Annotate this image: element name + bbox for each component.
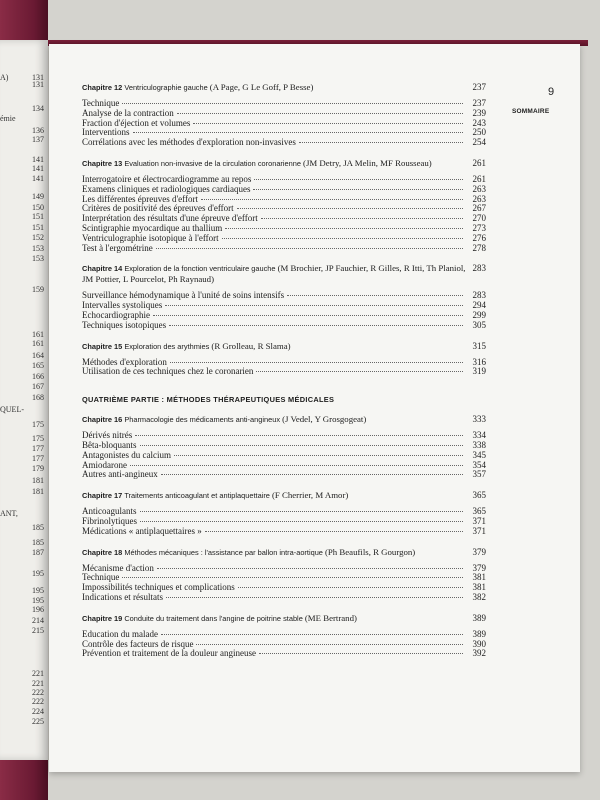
chapter-title: Exploration des arythmies: [124, 341, 212, 351]
left-page-number: 187: [32, 548, 44, 557]
toc-entry: [82, 649, 486, 659]
toc-dot-leader: [133, 132, 464, 133]
chapter-title: Traitements anticoagulant et antiplaquettaire: [124, 491, 272, 501]
left-page-number: 222: [32, 688, 44, 697]
chapter: [82, 158, 486, 253]
left-page-number: 141: [32, 164, 44, 173]
chapter-authors: (M Brochier, JP Fauchier, R Gilles, R Itti, Th Planiol, JM Pottier, L Pourcelot, Ph Raynaud): [82, 263, 466, 285]
toc-entry-title: Amiodarone: [82, 459, 127, 470]
chapter-entries: [82, 630, 486, 659]
left-page-number: 196: [32, 605, 44, 614]
toc-entry-title: Fraction d'éjection et volumes: [82, 117, 191, 128]
toc-entry-title: Interrogatoire et électrocardiogramme au repos: [82, 173, 252, 184]
chapter-authors: (F Cherrier, M Amor): [271, 490, 349, 501]
toc-entry-page: 381: [472, 572, 486, 583]
left-page-number: 168: [32, 393, 44, 402]
toc-entry-title: Corrélations avec les méthodes d'exploration non-invasives: [82, 137, 296, 148]
toc-entry-page: 294: [472, 300, 486, 311]
chapter-label: Chapitre 13: [82, 158, 125, 168]
chapter-heading-text: [82, 82, 466, 93]
left-page-number: 195: [32, 569, 44, 578]
toc-dot-leader: [140, 511, 464, 512]
left-page-number: 181: [32, 476, 44, 485]
toc-dot-leader: [256, 371, 463, 372]
toc-entry-page: 381: [472, 582, 486, 593]
toc-entry-page: 371: [472, 515, 486, 526]
toc-dot-leader: [140, 521, 463, 522]
left-page-number: 185: [32, 523, 44, 532]
chapter-title: Conduite du traitement dans l'angine de poitrine stable: [124, 613, 305, 623]
chapter-page: 237: [472, 82, 486, 92]
toc-entry-title: Analyse de la contraction: [82, 107, 174, 118]
toc-dot-leader: [201, 199, 463, 200]
left-page-number: 164: [32, 351, 44, 360]
left-page-number: 225: [32, 717, 44, 726]
toc-dot-leader: [157, 568, 463, 569]
toc-entry: [82, 321, 486, 331]
left-page-number: 161: [32, 339, 44, 348]
toc-entry-title: Techniques isotopiques: [82, 319, 167, 330]
left-page-number: 221: [32, 679, 44, 688]
left-page-number: 221: [32, 669, 44, 678]
chapter: [82, 82, 486, 148]
toc-entry-page: 371: [472, 525, 486, 536]
toc-entry: [82, 593, 486, 603]
chapter: [82, 613, 486, 659]
left-page-number: 159: [32, 285, 44, 294]
toc-entry-title: Critères de positivité des épreuves d'effort: [82, 203, 234, 214]
toc-entry-title: Contrôle des facteurs de risque: [82, 638, 194, 649]
toc-entry-page: 237: [472, 98, 486, 108]
toc-entry-page: 263: [472, 183, 486, 194]
left-page-number: 195: [32, 586, 44, 595]
toc-entry-page: 334: [472, 430, 486, 441]
left-page-number: 153: [32, 244, 44, 253]
left-page-number: 166: [32, 372, 44, 381]
toc-entry-page: 305: [472, 319, 486, 330]
toc-entry: [82, 451, 486, 461]
toc-entry: [82, 244, 486, 254]
chapter-title: Ventriculographie gauche: [124, 83, 210, 92]
chapter-heading-text: [82, 414, 466, 425]
toc-entry-page: 345: [472, 449, 486, 460]
left-page-fragment: A): [0, 73, 9, 82]
chapter-authors: (Ph Beaufils, R Gourgon): [324, 546, 416, 557]
toc-entry-title: Anticoagulants: [82, 506, 137, 517]
left-page-number: 131: [32, 80, 44, 89]
left-page-number: 153: [32, 254, 44, 263]
toc-entry-page: 379: [472, 562, 486, 573]
toc-dot-leader: [140, 445, 464, 446]
chapter-heading-text: [82, 341, 466, 352]
toc-dot-leader: [259, 653, 463, 654]
toc-entry-page: 267: [472, 203, 486, 214]
left-page-number: 175: [32, 434, 44, 443]
left-page-number: 175: [32, 420, 44, 429]
chapter-authors: (ME Bertrand): [304, 612, 357, 623]
toc-entry-page: 263: [472, 193, 486, 204]
left-page-number: 215: [32, 626, 44, 635]
toc-entry-title: Education du malade: [82, 628, 158, 639]
chapter-label: Chapitre 16: [82, 415, 125, 425]
toc-dot-leader: [196, 644, 463, 645]
chapter-entries: [82, 291, 486, 330]
part-title: QUATRIÈME PARTIE : MÉTHODES THÉRAPEUTIQUES MÉDICALES: [82, 395, 335, 405]
left-page-number: 181: [32, 487, 44, 496]
toc-entry-title: Médications « antiplaquettaires »: [82, 525, 202, 536]
toc-entry-title: Scintigraphie myocardique au thallium: [82, 222, 223, 233]
toc-entry-page: 390: [472, 638, 486, 649]
chapter-heading: [82, 613, 486, 624]
toc-dot-leader: [254, 179, 463, 180]
toc-entry: [82, 138, 486, 148]
chapter-label: Chapitre 18: [82, 547, 125, 557]
toc-entry-title: Intervalles systoliques: [82, 300, 163, 311]
page-number: 9: [548, 86, 555, 98]
toc-entry-title: Technique: [82, 98, 120, 108]
chapter-heading-text: [82, 547, 466, 558]
toc-entry-page: 299: [472, 309, 486, 320]
chapter-heading-text: [82, 158, 466, 169]
toc-entry-page: 283: [472, 290, 486, 301]
toc-dot-leader: [237, 208, 463, 209]
toc-dot-leader: [261, 218, 463, 219]
toc-entry-title: Impossibilités techniques et complications: [82, 582, 235, 593]
toc-dot-leader: [153, 315, 463, 316]
chapter-page: 379: [472, 546, 486, 557]
toc-entry-title: Test à l'ergométrine: [82, 242, 153, 253]
left-page-number: 131: [32, 73, 44, 82]
chapter-label: Chapitre 19: [82, 613, 125, 623]
toc-dot-leader: [253, 189, 463, 190]
chapter: [82, 341, 486, 378]
chapter-page: 365: [472, 490, 486, 501]
left-page-number: 161: [32, 330, 44, 339]
toc-entry: [82, 119, 486, 129]
left-page-number: 177: [32, 454, 44, 463]
chapter-entries: [82, 358, 486, 378]
toc-entry-page: 392: [472, 648, 486, 659]
left-page-number: 150: [32, 203, 44, 212]
chapter-heading: [82, 547, 486, 558]
left-page-number: 141: [32, 174, 44, 183]
toc-entry-page: 276: [472, 232, 486, 243]
chapter-label: Chapitre 15: [82, 341, 125, 351]
chapter-page: 261: [472, 157, 486, 168]
toc-dot-leader: [165, 305, 463, 306]
left-page-fragment: émie: [0, 114, 16, 123]
chapter-heading-text: [82, 613, 466, 624]
chapter-entries: [82, 507, 486, 536]
toc-dot-leader: [130, 465, 463, 466]
chapter-label: Chapitre 17: [82, 491, 125, 501]
chapter-page: 283: [472, 263, 486, 274]
chapter-heading: [82, 263, 486, 285]
toc-dot-leader: [161, 474, 463, 475]
toc-entry-page: 382: [472, 591, 486, 602]
left-page-number: 214: [32, 616, 44, 625]
chapter-page: 315: [472, 340, 486, 351]
chapter-authors: (J Vedel, Y Grosgogeat): [282, 414, 367, 425]
toc-entry-page: 270: [472, 213, 486, 224]
toc-dot-leader: [166, 597, 463, 598]
running-head: SOMMAIRE: [512, 108, 550, 115]
left-page-number: 185: [32, 538, 44, 547]
toc-entry-title: Surveillance hémodynamique à l'unité de soins intensifs: [82, 290, 285, 301]
toc-entry-title: Les différentes épreuves d'effort: [82, 193, 198, 204]
left-page-number: 177: [32, 444, 44, 453]
toc-entry-page: 354: [472, 459, 486, 470]
toc-entry-title: Interprétation des résultats d'une épreuve d'effort: [82, 213, 258, 224]
chapter-title: Méthodes mécaniques : l'assistance par ballon intra-aortique: [124, 547, 325, 557]
left-page-number: 134: [32, 104, 44, 113]
toc-entry-title: Fibrinolytiques: [82, 515, 138, 526]
toc-entry-title: Ventriculographie isotopique à l'effort: [82, 232, 219, 243]
left-page-fragment: ANT,: [0, 509, 18, 518]
chapter-heading-text: [82, 490, 466, 501]
toc-entry: [82, 470, 486, 480]
toc-entry-page: 250: [472, 127, 486, 138]
left-page-number: 149: [32, 192, 44, 201]
chapter-authors: (R Grolleau, R Slama): [211, 340, 291, 351]
toc-entry: [82, 507, 486, 517]
chapter-title: Evaluation non-invasive de la circulation coronarienne: [124, 158, 304, 168]
toc-dot-leader: [161, 634, 463, 635]
chapter-heading: [82, 414, 486, 425]
toc-entry-title: Interventions: [82, 127, 130, 138]
toc-entry-page: 357: [472, 469, 486, 480]
toc-entry-page: 365: [472, 506, 486, 517]
left-page-number: 137: [32, 135, 44, 144]
chapter-authors: (A Page, G Le Goff, P Besse): [209, 82, 314, 92]
toc-dot-leader: [122, 103, 463, 104]
chapter-entries: [82, 564, 486, 603]
chapter-label: Chapitre 14: [82, 264, 125, 274]
chapter-page: 333: [472, 414, 486, 425]
chapter-title: Exploration de la fonction ventriculaire gauche: [124, 264, 278, 274]
chapter-entries: [82, 431, 486, 480]
left-page-fragment: QUEL-: [0, 405, 24, 414]
left-page-number: 165: [32, 361, 44, 370]
toc-dot-leader: [238, 587, 463, 588]
toc-entry-title: Technique: [82, 572, 120, 583]
toc-entry-title: Autres anti-angineux: [82, 469, 158, 480]
left-page-number: 151: [32, 212, 44, 221]
toc-dot-leader: [193, 123, 463, 124]
toc-dot-leader: [177, 113, 463, 114]
toc-entry: [82, 527, 486, 537]
chapter-heading: [82, 82, 486, 93]
chapter-authors: (JM Detry, JA Melin, MF Rousseau): [303, 157, 432, 168]
table-of-contents: [82, 82, 486, 659]
chapter-title: Pharmacologie des médicaments anti-angineux: [124, 415, 283, 425]
left-page-edge: [0, 40, 49, 760]
toc-entry-title: Prévention et traitement de la douleur angineuse: [82, 648, 256, 659]
toc-entry-title: Echocardiographie: [82, 309, 150, 320]
left-page-number: 136: [32, 126, 44, 135]
toc-dot-leader: [222, 238, 463, 239]
toc-entry-title: Antagonistes du calcium: [82, 449, 171, 460]
toc-entry-page: 278: [472, 242, 486, 253]
toc-entry-page: 389: [472, 628, 486, 639]
toc-dot-leader: [174, 455, 463, 456]
toc-entry-title: Méthodes d'exploration: [82, 356, 167, 367]
toc-entry-page: 338: [472, 439, 486, 450]
toc-dot-leader: [156, 248, 463, 249]
chapter: [82, 547, 486, 603]
toc-entry-title: Mécanisme d'action: [82, 562, 154, 573]
toc-entry-page: 243: [472, 117, 486, 128]
toc-dot-leader: [299, 142, 463, 143]
chapter-entries: [82, 175, 486, 253]
toc-entry: [82, 564, 486, 574]
toc-dot-leader: [170, 362, 463, 363]
toc-entry: [82, 431, 486, 441]
left-page-number: 224: [32, 707, 44, 716]
left-page-number: 151: [32, 223, 44, 232]
toc-entry: [82, 367, 486, 377]
toc-dot-leader: [205, 531, 463, 532]
left-page-number: 152: [32, 233, 44, 242]
toc-dot-leader: [169, 325, 463, 326]
toc-entry-page: 254: [472, 137, 486, 148]
toc-entry-page: 316: [472, 356, 486, 367]
toc-entry-page: 273: [472, 222, 486, 233]
toc-entry-page: 319: [472, 366, 486, 377]
toc-dot-leader: [122, 577, 463, 578]
left-page-number: 222: [32, 697, 44, 706]
chapter-heading: [82, 490, 486, 501]
toc-entry-page: 261: [472, 173, 486, 184]
chapter-page: 389: [472, 612, 486, 623]
toc-entry-title: Dérivés nitrés: [82, 430, 133, 441]
chapter-heading-text: [82, 263, 466, 285]
left-page-number: 167: [32, 382, 44, 391]
toc-entry-title: Bêta-bloquants: [82, 439, 137, 450]
toc-dot-leader: [287, 295, 463, 296]
chapter: [82, 263, 486, 330]
chapter-heading: [82, 158, 486, 169]
toc-dot-leader: [135, 435, 463, 436]
toc-entry-title: Examens cliniques et radiologiques cardiaques: [82, 183, 251, 194]
chapter-heading: [82, 341, 486, 352]
left-page-number: 179: [32, 464, 44, 473]
left-page-number: 141: [32, 155, 44, 164]
left-page-number: 195: [32, 596, 44, 605]
chapter-label: Chapitre 12: [82, 83, 125, 92]
toc-entry-page: 239: [472, 107, 486, 118]
toc-entry-title: Indications et résultats: [82, 591, 163, 602]
chapter-entries: [82, 99, 486, 148]
toc-dot-leader: [225, 228, 463, 229]
toc-entry-title: Utilisation de ces techniques chez le coronarien: [82, 366, 254, 377]
chapter: [82, 414, 486, 480]
chapter: [82, 490, 486, 536]
